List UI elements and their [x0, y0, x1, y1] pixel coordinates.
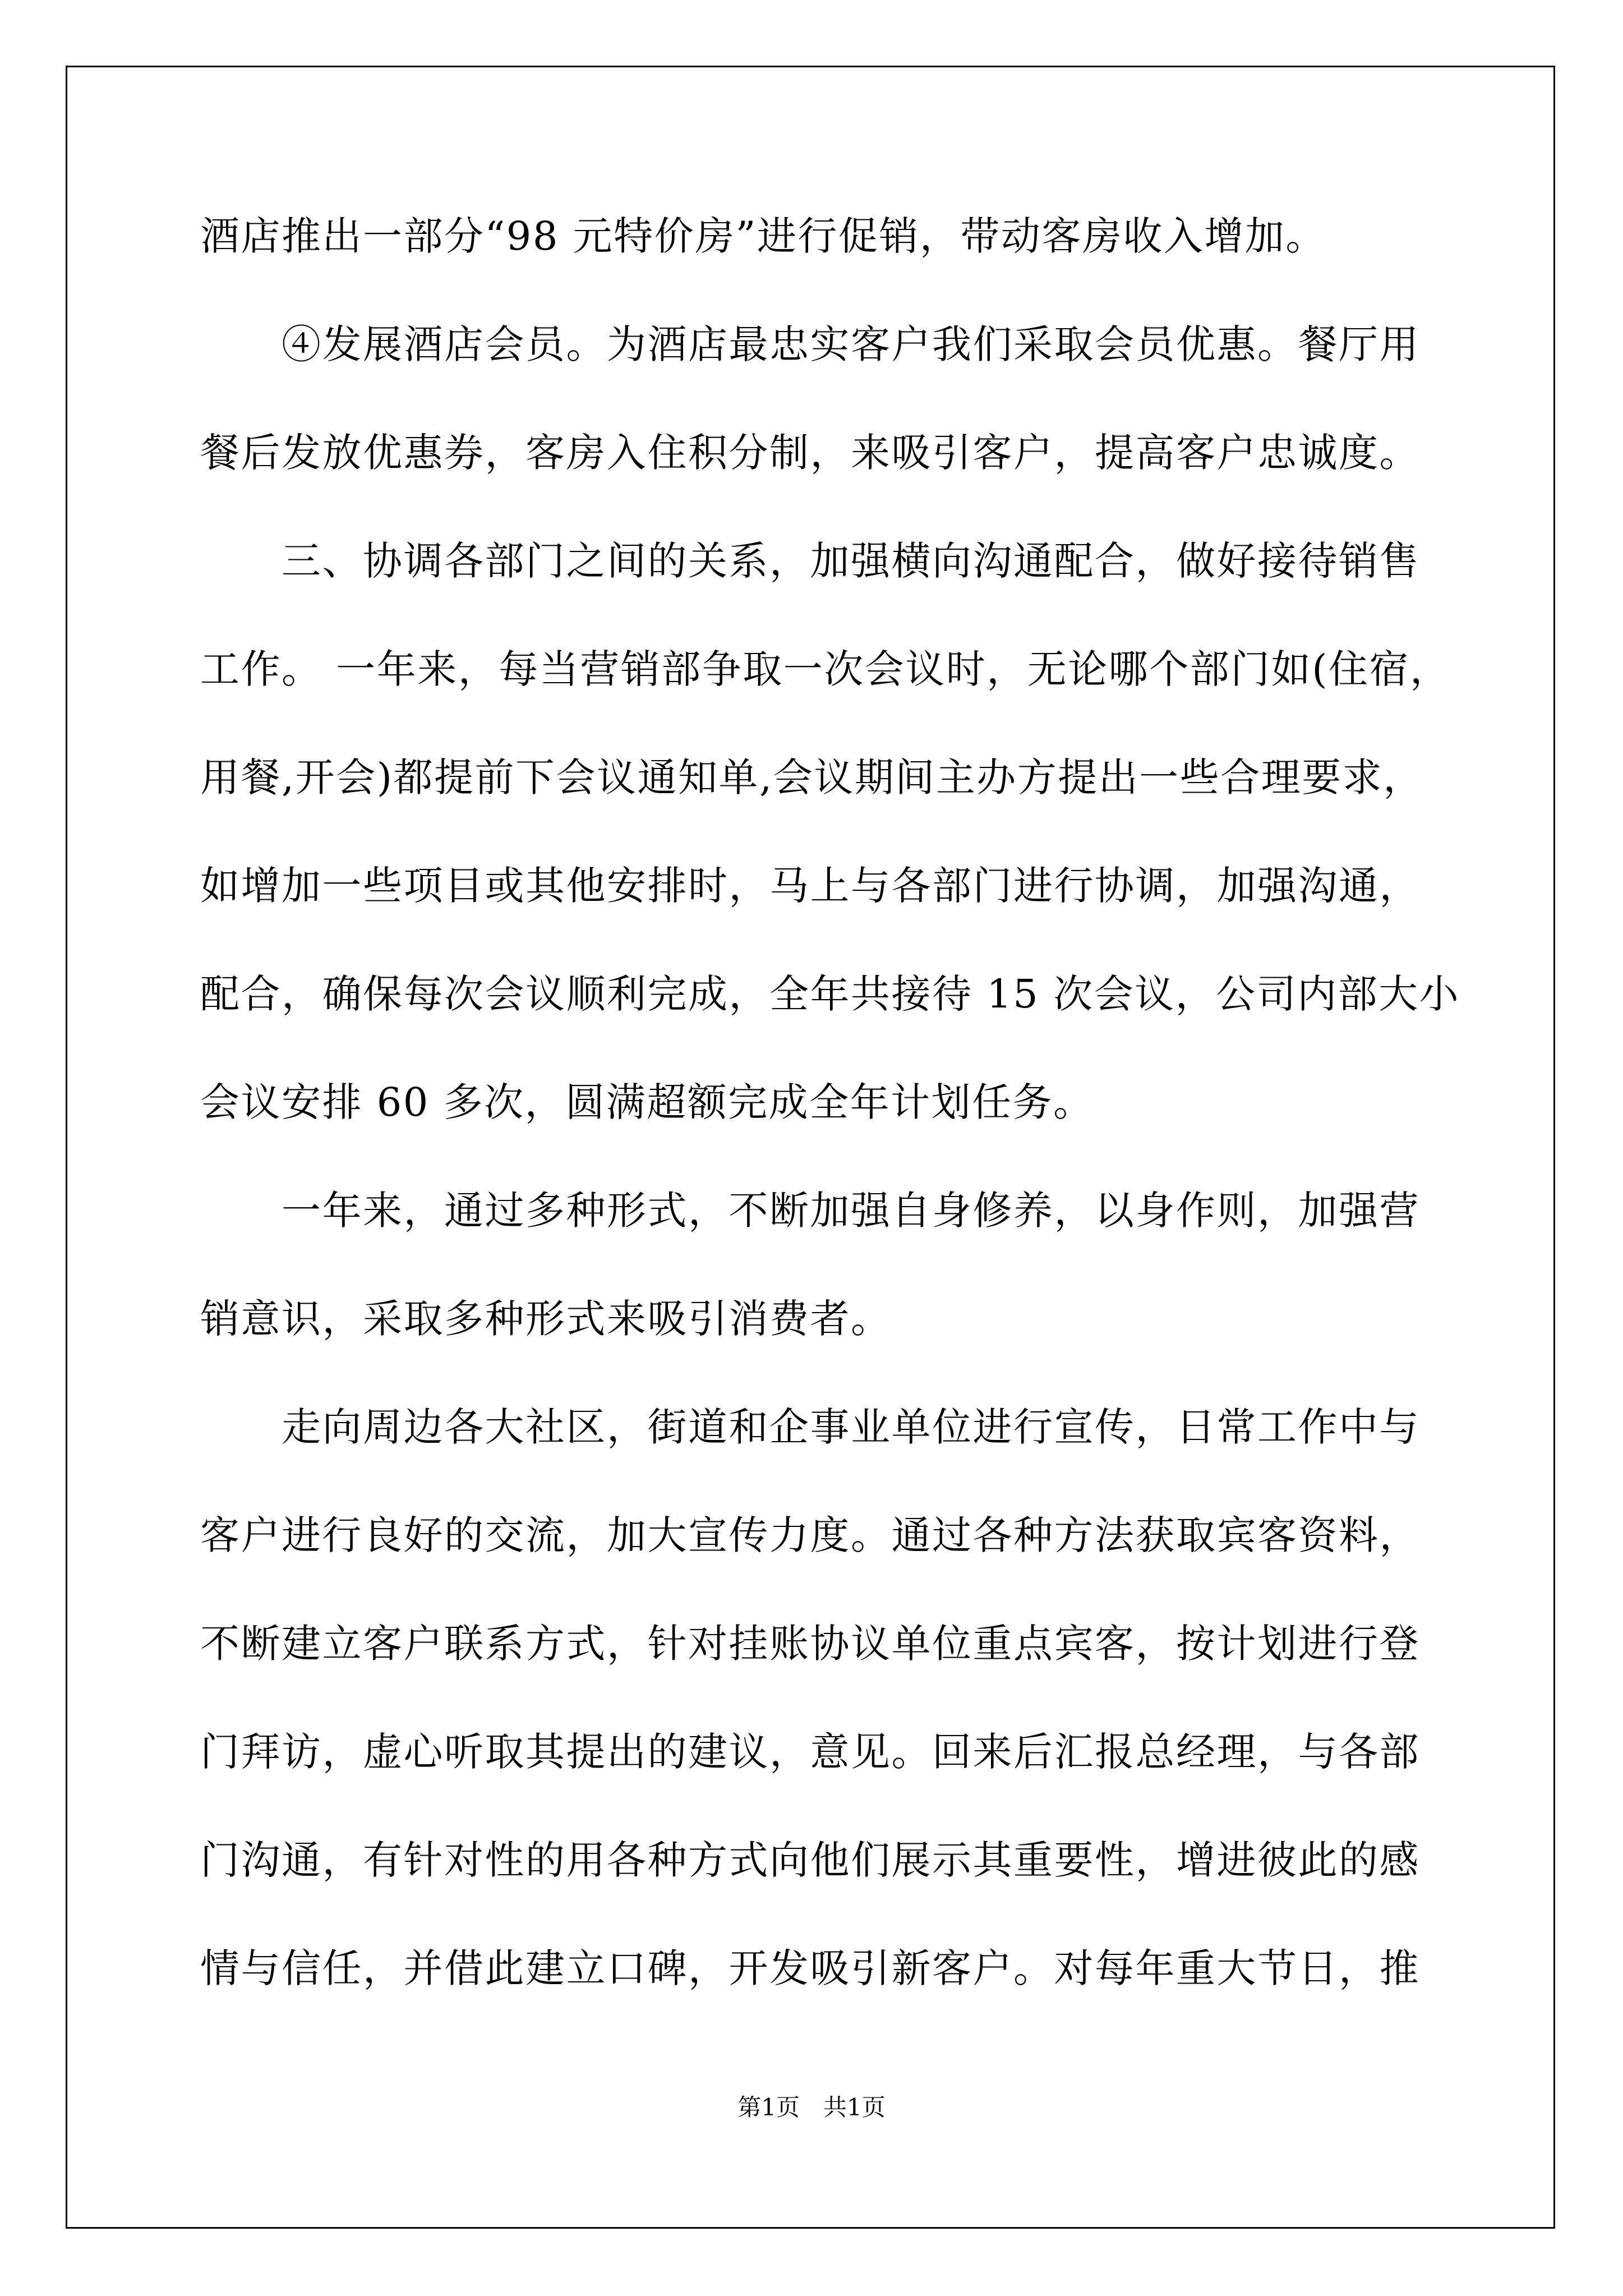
text-line: 情与信任，并借此建立口碑，开发吸引新客户。对每年重大节日，推	[200, 1945, 1420, 1991]
text-line: 餐后发放优惠券，客房入住积分制，来吸引客户，提高客户忠诚度。	[200, 430, 1420, 476]
text-line: 门沟通，有针对性的用各种方式向他们展示其重要性，增进彼此的感	[200, 1837, 1420, 1883]
text-line: ④发展酒店会员。为酒店最忠实客户我们采取会员优惠。餐厅用	[200, 321, 1420, 367]
text-line: 一年来，通过多种形式，不断加强自身修养，以身作则，加强营	[200, 1188, 1420, 1234]
text-line: 酒店推出一部分“98 元特价房”进行促销，带动客房收入增加。	[200, 213, 1326, 259]
text-line: 销意识，采取多种形式来吸引消费者。	[200, 1296, 892, 1342]
text-line: 走向周边各大社区，街道和企事业单位进行宣传，日常工作中与	[200, 1404, 1420, 1450]
text-line: 配合，确保每次会议顺利完成，全年共接待 15 次会议，公司内部大小	[200, 971, 1460, 1017]
page-border	[66, 66, 1555, 2229]
text-line: 不断建立客户联系方式，针对挂账协议单位重点宾客，按计划进行登	[200, 1621, 1420, 1667]
text-line: 如增加一些项目或其他安排时，马上与各部门进行协调，加强沟通，	[200, 863, 1420, 909]
text-line: 三、协调各部门之间的关系，加强横向沟通配合，做好接待销售	[200, 538, 1420, 584]
text-line: 用餐,开会)都提前下会议通知单,会议期间主办方提出一些合理要求，	[200, 754, 1424, 800]
text-line: 客户进行良好的交流，加大宣传力度。通过各种方法获取宾客资料，	[200, 1512, 1420, 1558]
text-line: 工作。 一年来，每当营销部争取一次会议时，无论哪个部门如(住宿，	[200, 646, 1451, 692]
text-line: 门拜访，虚心听取其提出的建议，意见。回来后汇报总经理，与各部	[200, 1729, 1420, 1775]
page-number: 第1页 共1页	[737, 2093, 886, 2121]
text-line: 会议安排 60 多次，圆满超额完成全年计划任务。	[200, 1079, 1094, 1125]
